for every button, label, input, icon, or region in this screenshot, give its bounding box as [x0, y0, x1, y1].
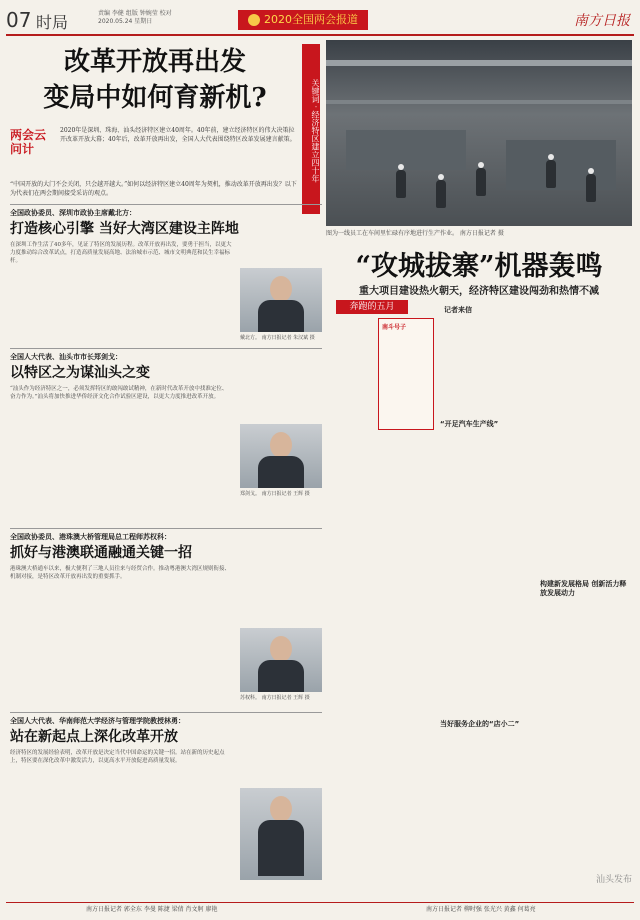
story-kicker: 全国人大代表、华南师范大学经济与管理学院教授林勇：: [10, 717, 185, 725]
feature-headline: “攻城拔寨”机器轰鸣: [355, 251, 603, 282]
story-body: 在深圳工作生活了40多年，见证了特区的发展历程。改革开放再出发，要勇于担当，以更大力度推动综合改革试点，打造高质量发展高地、法治城市示范、城市文明典范和民生幸福标杆。: [10, 242, 232, 264]
footer-left: 南方日报记者 郭全东 李曼 陈捷 梁倩 肖文舸 廖艳: [86, 906, 218, 913]
feature-subheadline: 重大项目建设热火朝天，经济特区建设闯劲和热情不减: [359, 286, 599, 297]
story-kicker: 全国政协委员、深圳市政协主席戴北方：: [10, 209, 136, 217]
portrait-caption: 戴北方。 南方日报记者 朱汉斌 摄: [240, 335, 315, 341]
portrait-caption: 苏权科。 南方日报记者 王辉 摄: [240, 695, 310, 701]
story-kicker: 全国人大代表、汕头市市长郑剑戈：: [10, 353, 122, 361]
watermark: 汕头发布: [595, 875, 632, 885]
edition-meta: 责编 李健 组版 钟婉莹 校对 2020.05.24 星期日: [98, 10, 172, 25]
story-title: 以特区之为谋汕头之变: [10, 365, 150, 381]
story-1: [10, 208, 322, 341]
headline-line-2: 变局中如何育新机?: [43, 83, 267, 113]
column-auto: [440, 420, 536, 431]
lead-note: “中国开放的大门不会关闭，只会越开越大。”如何以经济特区建立40周年为契机，推动改革开放再出发？以下为代表们在两会期间接受采访的观点。: [10, 181, 297, 197]
page-number: 07: [6, 8, 32, 32]
feature-tab: 奔跑的五月: [336, 300, 408, 314]
section-name: 时局: [36, 13, 69, 32]
divider: [10, 712, 322, 713]
commentary-box: [378, 318, 434, 430]
emblem-icon: [248, 14, 260, 26]
story-body: 港珠澳大桥通车以来，极大便利了三地人员往来与经贸合作。推动粤港澳大湾区规则衔接、机制对接，是特区改革开放再出发的重要抓手。: [10, 566, 231, 580]
column-innovation: [540, 580, 632, 599]
story-title: 站在新起点上深化改革开放: [10, 729, 178, 745]
photo-caption: 图为一线员工在车间里忙碌有序地进行生产作业。 南方日报记者 摄: [326, 230, 504, 237]
keyword-side-tag: 关键词 · 经济特区建立四十年: [302, 44, 320, 214]
column-label: 两会云问计: [10, 128, 47, 156]
divider: [10, 204, 322, 205]
lead-intro: 2020年是深圳、珠海、汕头经济特区建立40周年。40年前，建立经济特区的伟大决策拉开改革开放大幕；40年后，改革开放再出发，全国人大代表围绕特区改革发展建言献策。: [60, 127, 296, 143]
story-title: 抓好与港澳联通融通关键一招: [10, 545, 192, 561]
story-kicker: 全国政协委员、港珠澳大桥管理局总工程师苏权科：: [10, 533, 171, 541]
ncp-banner: [238, 10, 368, 30]
divider: [10, 348, 322, 349]
portrait-photo: [240, 788, 322, 880]
story-3: [10, 532, 322, 701]
main-headline: [10, 44, 300, 116]
column-service: [440, 720, 536, 731]
column-heading: 构建新发展格局 创新活力释放发展动力: [540, 580, 627, 597]
portrait-photo: [240, 268, 322, 332]
newspaper-logo: 南方日报: [574, 13, 630, 29]
footer-byline: [6, 902, 634, 916]
column-heading: “开足汽车生产线”: [440, 420, 499, 428]
story-body: “汕头作为经济特区之一，必须发挥特区的敢闯敢试精神，在新时代改革开放中找准定位、奋力作为。”汕头将加快推进华侨经济文化合作试验区建设，以更大力度推进改革开放。: [10, 386, 228, 400]
story-title: 打造核心引擎 当好大湾区建设主阵地: [10, 221, 239, 237]
column-letter: [444, 306, 632, 317]
column-heading: 当好服务企业的“店小二”: [440, 720, 520, 728]
column-heading: 记者来信: [444, 306, 472, 314]
headline-line-1: 改革开放再出发: [63, 47, 246, 77]
factory-photo: [326, 40, 632, 226]
divider: [10, 528, 322, 529]
story-body: 经济特区的发展经验表明，改革开放是决定当代中国命运的关键一招。站在新的历史起点上，特区要在深化改革中激发活力，以更高水平开放促进高质量发展。: [10, 750, 225, 764]
banner-text: 2020全国两会报道: [264, 13, 358, 26]
story-4: [10, 716, 322, 765]
story-2: [10, 352, 322, 497]
portrait-photo: [240, 424, 322, 488]
commentary-title: 南斗号子: [382, 324, 407, 331]
portrait-photo: [240, 628, 322, 692]
masthead: [6, 6, 634, 36]
footer-right: 南方日报记者 柳时强 张光兴 黄鑫 何葛亮: [426, 906, 536, 913]
portrait-caption: 郑剑戈。 南方日报记者 王辉 摄: [240, 491, 310, 497]
